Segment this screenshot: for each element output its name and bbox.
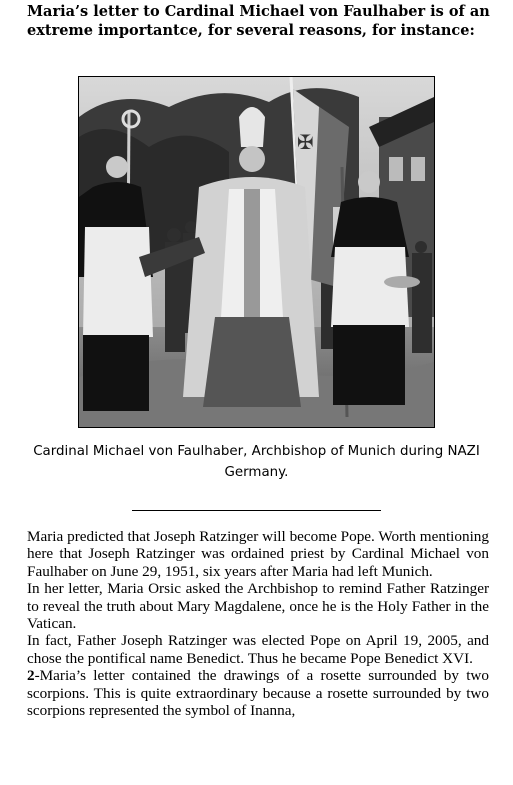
- paragraph-letter-request: In her letter, Maria Orsic asked the Archbishop to remind Father Ratzinger to reveal the truth about Mary Magdalene, once he is the Holy Father in the Vatican.: [27, 580, 489, 633]
- page-heading: Maria’s letter to Cardinal Michael von Faulhaber is of an extreme importantce, for several reasons, for instance:: [27, 3, 490, 39]
- cardinal-photo: [78, 76, 435, 428]
- point-2-text: -Maria’s letter contained the drawings of a rosette surrounded by two scorpions. This is quite extraordinary because a rosette surrounded by two scorpions represented the symbol of Inanna,: [27, 667, 489, 720]
- point-number: 2: [27, 667, 35, 685]
- paragraph-election: In fact, Father Joseph Ratzinger was elected Pope on April 19, 2005, and chose the pontifical name Benedict. Thus he became Pope Benedict XVI.: [27, 632, 489, 667]
- svg-text:✠: ✠: [297, 130, 314, 154]
- paragraph-prediction: Maria predicted that Joseph Ratzinger will become Pope. Worth mentioning here that Joseph Ratzinger was ordained priest by Cardinal Michael von Faulhaber on June 29, 1951, six years after Maria had left Munich.: [27, 528, 489, 580]
- paragraph-point-2: [27, 667, 489, 719]
- section-divider: [132, 510, 381, 511]
- body-text: [27, 528, 489, 719]
- photo-caption: Cardinal Michael von Faulhaber, Archbishop of Munich during NAZI Germany.: [33, 444, 480, 480]
